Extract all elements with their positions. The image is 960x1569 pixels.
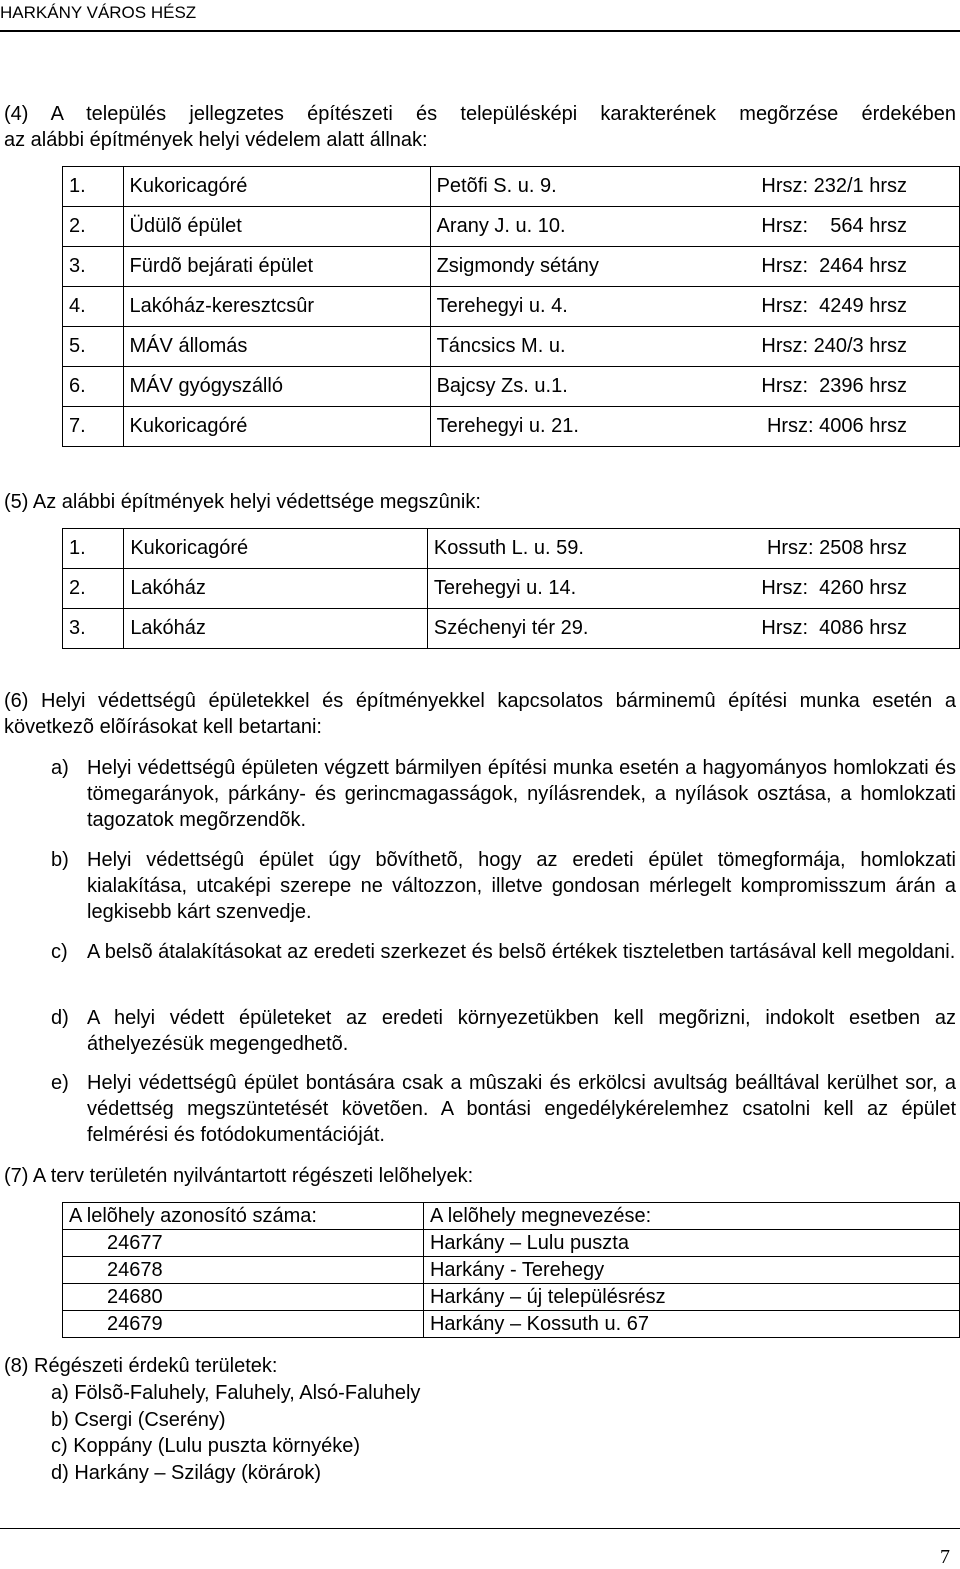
section5-intro: (5) Az alábbi építmények helyi védettsége megszûnik: (4, 491, 481, 513)
item-text: Helyi védettségû épület bontására csak a mûszaki és erkölcsi avultság beálltával kerülhet sor, a védettség megszüntetését követõen. A bontási engedélykérelemhez csatolni kell az épület felmérési és fotódokumentációját. (87, 1072, 956, 1146)
row-number: 7. (63, 407, 124, 447)
building-address: Arany J. u. 10. (430, 207, 659, 247)
building-name: Lakóház-keresztcsûr (123, 287, 430, 327)
section8-intro: (8) Régészeti érdekû területek: (4, 1355, 278, 1377)
protected-buildings-table (62, 166, 960, 447)
table-header-row (63, 1203, 960, 1230)
item-label: d) (51, 1007, 69, 1029)
row-number: 2. (63, 207, 124, 247)
site-name: Harkány - Terehegy (423, 1257, 959, 1284)
row-number: 5. (63, 327, 124, 367)
list-item: d) Harkány – Szilágy (körárok) (51, 1461, 322, 1484)
building-address: Bajcsy Zs. u.1. (430, 367, 659, 407)
building-hrsz: Hrsz: 564 hrsz (659, 207, 959, 247)
document-header: HARKÁNY VÁROS HÉSZ (0, 3, 197, 22)
building-name: Kukoricagóré (124, 529, 428, 569)
table-row (63, 569, 960, 609)
building-address: Széchenyi tér 29. (427, 609, 657, 649)
column-header-name: A lelõhely megnevezése: (423, 1203, 959, 1230)
row-number: 4. (63, 287, 124, 327)
table-row (63, 207, 960, 247)
building-address: Kossuth L. u. 59. (427, 529, 657, 569)
building-name: Fürdõ bejárati épület (123, 247, 430, 287)
site-name: Harkány – új településrész (423, 1284, 959, 1311)
building-name: Kukoricagóré (123, 167, 430, 207)
building-address: Zsigmondy sétány (430, 247, 659, 287)
item-text: Helyi védettségû épület úgy bõvíthetõ, hogy az eredeti épület tömegformája, homlokzati kialakítása, utcaképi szerepe ne változzon, illetve gondosan mérlegelt kompromisszum árán a legkisebb kárt szenvedje. (87, 849, 956, 923)
section7-intro: (7) A terv területén nyilvántartott régészeti lelõhelyek: (4, 1165, 474, 1187)
page-number: 7 (940, 1546, 950, 1568)
building-name: MÁV állomás (123, 327, 430, 367)
building-name: Lakóház (124, 609, 428, 649)
row-number: 2. (63, 569, 124, 609)
building-address: Terehegyi u. 14. (427, 569, 657, 609)
site-id: 24680 (63, 1284, 424, 1311)
item-text: Helyi védettségû épületen végzett bármilyen építési munka esetén a hagyományos homlokzati és tömegarányok, párkány- és gerincmagasságok, nyílásrendek, a nyílások osztása, a homlokzati tagozatok megõrzendõk. (87, 757, 956, 831)
building-hrsz: Hrsz: 2464 hrsz (659, 247, 959, 287)
table-row (63, 1257, 960, 1284)
building-hrsz: Hrsz: 240/3 hrsz (659, 327, 959, 367)
site-name: Harkány – Kossuth u. 67 (423, 1311, 959, 1338)
rule-item-c (51, 939, 956, 965)
row-number: 1. (63, 167, 124, 207)
table-row (63, 407, 960, 447)
table-row (63, 287, 960, 327)
column-header-id: A lelõhely azonosító száma: (63, 1203, 424, 1230)
table-row (63, 1311, 960, 1338)
rule-item-b (51, 847, 956, 925)
table-row (63, 167, 960, 207)
site-id: 24679 (63, 1311, 424, 1338)
site-name: Harkány – Lulu puszta (423, 1230, 959, 1257)
table-row (63, 1284, 960, 1311)
item-label: e) (51, 1072, 69, 1094)
section4-intro-line1: (4) A település jellegzetes építészeti és településképi karakterének megõrzése érdekében (4, 103, 956, 125)
item-label: b) (51, 849, 69, 871)
building-address: Terehegyi u. 4. (430, 287, 659, 327)
building-hrsz: Hrsz: 2396 hrsz (659, 367, 959, 407)
building-name: MÁV gyógyszálló (123, 367, 430, 407)
rule-item-e (51, 1070, 956, 1148)
rule-item-a (51, 755, 956, 833)
section6-intro: (6) Helyi védettségû épületekkel és építményekkel kapcsolatos bárminemû építési munka esetén a következõ elõírásokat kell betartani: (4, 690, 956, 738)
site-id: 24678 (63, 1257, 424, 1284)
building-hrsz: Hrsz: 4249 hrsz (659, 287, 959, 327)
footer-rule (0, 1528, 960, 1529)
list-item: b) Csergi (Cserény) (51, 1408, 226, 1431)
list-item: c) Koppány (Lulu puszta környéke) (51, 1435, 361, 1457)
building-hrsz: Hrsz: 4086 hrsz (657, 609, 959, 649)
building-hrsz: Hrsz: 232/1 hrsz (659, 167, 959, 207)
item-label: a) (51, 757, 69, 779)
building-hrsz: Hrsz: 2508 hrsz (657, 529, 959, 569)
building-hrsz: Hrsz: 4006 hrsz (659, 407, 959, 447)
building-address: Terehegyi u. 21. (430, 407, 659, 447)
row-number: 3. (63, 609, 124, 649)
header-rule (0, 30, 960, 32)
building-name: Kukoricagóré (123, 407, 430, 447)
table-row (63, 1230, 960, 1257)
rule-item-d (51, 1005, 956, 1057)
section4-intro-line2: az alábbi építmények helyi védelem alatt állnak: (4, 129, 428, 151)
table-row (63, 367, 960, 407)
revoked-protection-table (62, 528, 960, 649)
row-number: 1. (63, 529, 124, 569)
table-row (63, 327, 960, 367)
site-id: 24677 (63, 1230, 424, 1257)
item-text: A helyi védett épületeket az eredeti környezetükben kell megõrizni, indokolt esetben az áthelyezésük megengedhetõ. (87, 1007, 956, 1055)
item-label: c) (51, 941, 68, 963)
building-address: Táncsics M. u. (430, 327, 659, 367)
building-name: Lakóház (124, 569, 428, 609)
list-item: a) Fölsõ-Faluhely, Faluhely, Alsó-Faluhely (51, 1382, 421, 1404)
archaeological-sites-table (62, 1202, 960, 1338)
item-text: A belsõ átalakításokat az eredeti szerkezet és belsõ értékek tiszteletben tartásával kell megoldani. (87, 941, 956, 963)
building-hrsz: Hrsz: 4260 hrsz (657, 569, 959, 609)
row-number: 6. (63, 367, 124, 407)
table-row (63, 529, 960, 569)
section8-list (51, 1380, 420, 1486)
table-row (63, 609, 960, 649)
building-address: Petõfi S. u. 9. (430, 167, 659, 207)
building-name: Üdülõ épület (123, 207, 430, 247)
row-number: 3. (63, 247, 124, 287)
table-row (63, 247, 960, 287)
